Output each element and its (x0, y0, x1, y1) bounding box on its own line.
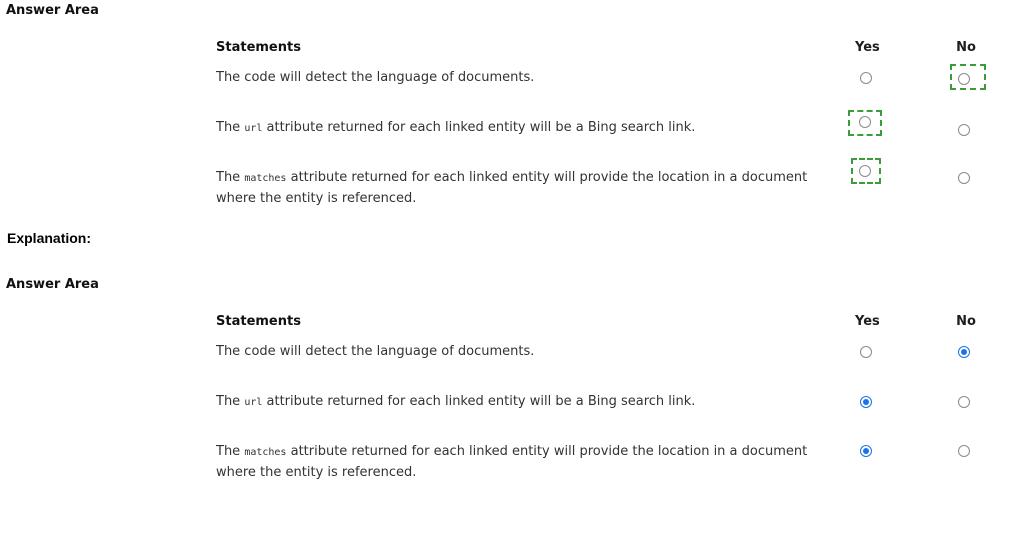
code-token: matches (244, 447, 287, 458)
yes-header: Yes (855, 40, 880, 55)
statements-header: Statements (216, 314, 301, 329)
statement-text: The url attribute returned for each linked entity will be a Bing search link. (216, 120, 696, 135)
no-header: No (956, 314, 976, 329)
no-header: No (956, 40, 976, 55)
yes-header: Yes (855, 314, 880, 329)
no-radio[interactable] (958, 445, 970, 457)
yes-radio-selected[interactable] (860, 445, 872, 457)
no-radio[interactable] (958, 396, 970, 408)
no-radio[interactable] (958, 124, 970, 136)
yes-radio[interactable] (860, 346, 872, 358)
statement-text: The matches attribute returned for each linked entity will provide the location in a document where the entity is referenced. (216, 170, 808, 206)
code-token: url (244, 123, 263, 134)
statement-text: The matches attribute returned for each linked entity will provide the location in a document where the entity is referenced. (216, 444, 808, 480)
statement-text: The url attribute returned for each linked entity will be a Bing search link. (216, 394, 696, 409)
yes-radio[interactable] (859, 165, 871, 177)
no-radio[interactable] (958, 172, 970, 184)
statement-text: The code will detect the language of documents. (216, 70, 535, 85)
code-token: matches (244, 173, 287, 184)
statements-header: Statements (216, 40, 301, 55)
no-radio-selected[interactable] (958, 346, 970, 358)
explanation-label: Explanation: (7, 230, 92, 246)
no-radio[interactable] (958, 73, 970, 85)
statement-text: The code will detect the language of documents. (216, 344, 535, 359)
answer-area-title: Answer Area (6, 3, 99, 18)
yes-radio-selected[interactable] (860, 396, 872, 408)
answer-area-title: Answer Area (6, 277, 99, 292)
yes-radio[interactable] (860, 72, 872, 84)
yes-radio[interactable] (859, 116, 871, 128)
code-token: url (244, 397, 263, 408)
